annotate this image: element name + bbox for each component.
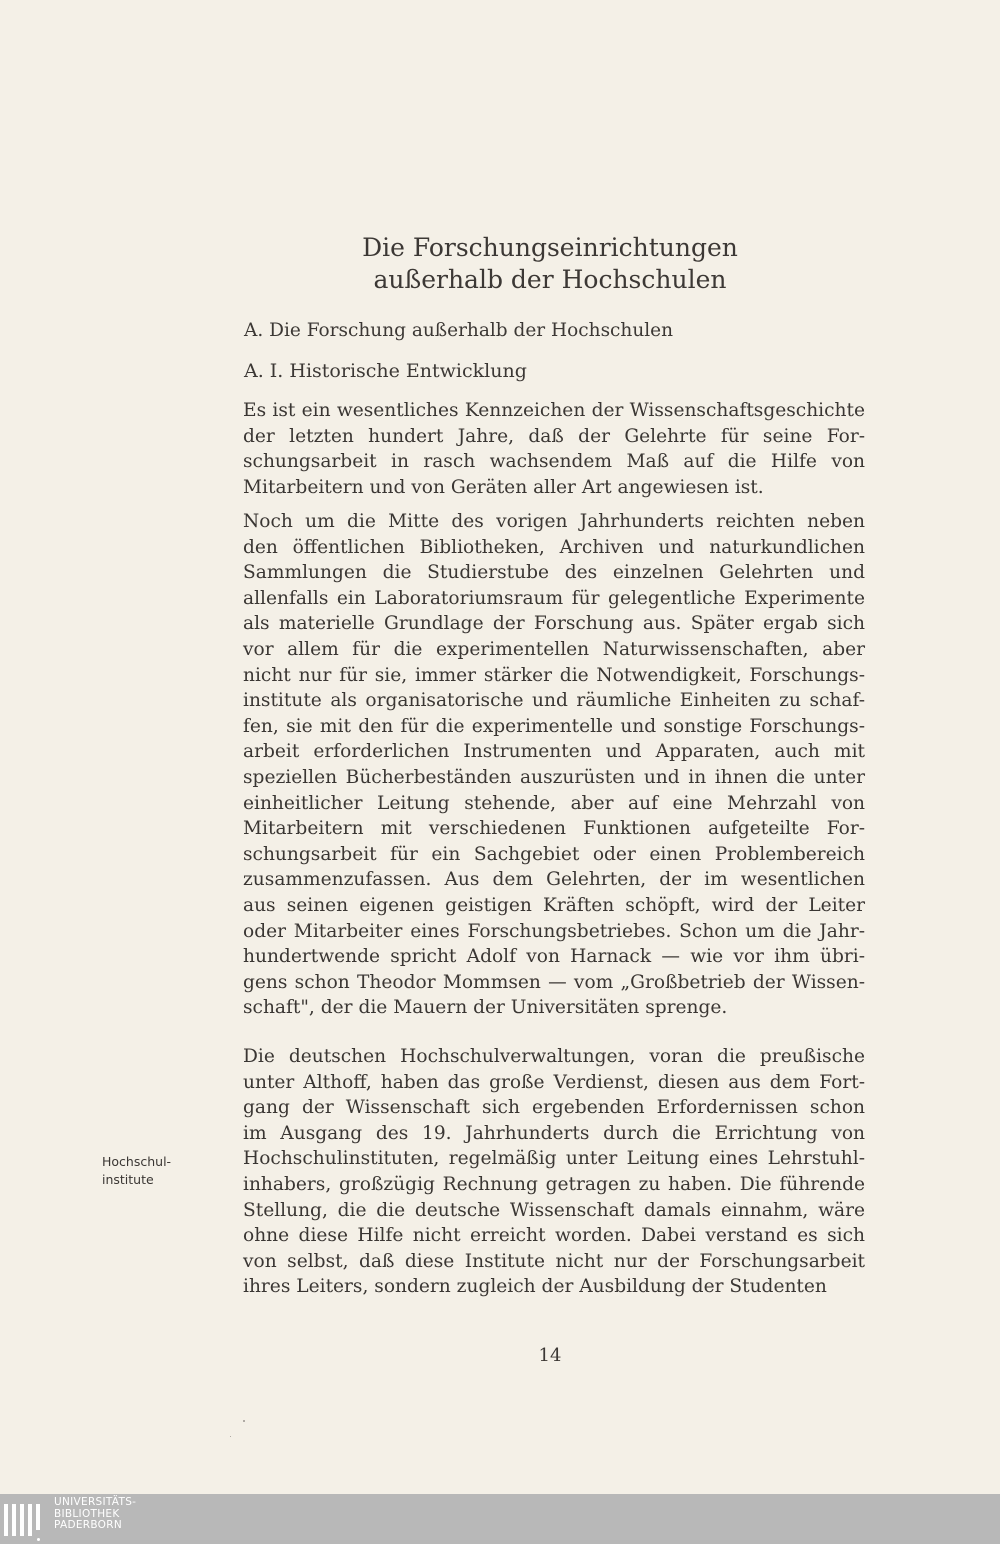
text-line: ohne diese Hilfe nicht erreicht worden. Dabei verstand es sich	[243, 1225, 865, 1247]
text-line: Hochschulinstituten, regelmäßig unter Leitung eines Lehrstuhl-	[243, 1148, 865, 1170]
margin-note	[102, 1153, 202, 1189]
text-line: der letzten hundert Jahre, daß der Gelehrte für seine For-	[243, 425, 865, 447]
library-footer-bar	[0, 1494, 1000, 1544]
text-line: Es ist ein wesentliches Kennzeichen der Wissenschaftsgeschichte	[243, 400, 865, 421]
text-line: im Ausgang des 19. Jahrhunderts durch die Errichtung von	[243, 1122, 865, 1144]
text-line: institute als organisatorische und räumliche Einheiten zu schaf-	[243, 690, 865, 712]
section-heading-a-i: A. I. Historische Entwicklung	[244, 360, 527, 382]
text-line: nicht nur für sie, immer stärker die Notwendigkeit, Forschungs-	[243, 664, 865, 686]
text-line: Noch um die Mitte des vorigen Jahrhunderts reichten neben	[243, 511, 865, 532]
text-line: schaft", der die Mauern der Universitäten sprenge.	[243, 997, 728, 1019]
paragraph-2	[243, 509, 865, 1021]
text-line: schungsarbeit in rasch wachsendem Maß auf die Hilfe von	[243, 451, 865, 473]
paragraph-3	[243, 1044, 865, 1300]
text-line: zusammenzufassen. Aus dem Gelehrten, der im wesentlichen	[243, 869, 865, 891]
library-name-line-2: BIBLIOTHEK	[54, 1507, 120, 1520]
text-line: gang der Wissenschaft sich ergebenden Erfordernissen schon	[243, 1097, 865, 1119]
library-name	[54, 1497, 136, 1532]
text-line: inhabers, großzügig Rechnung getragen zu haben. Die führende	[243, 1173, 865, 1195]
text-line: vor allem für die experimentellen Naturwissenschaften, aber	[243, 638, 865, 660]
scan-speck	[243, 1420, 245, 1422]
paragraph-1	[243, 398, 865, 500]
text-line: ihres Leiters, sondern zugleich der Ausbildung der Studenten	[243, 1276, 827, 1298]
text-line: schungsarbeit für ein Sachgebiet oder einen Problembereich	[243, 843, 865, 865]
text-line: den öffentlichen Bibliotheken, Archiven und naturkundlichen	[243, 536, 865, 558]
text-line: aus seinen eigenen geistigen Kräften schöpft, wird der Leiter	[243, 894, 865, 916]
text-line: von selbst, daß diese Institute nicht nur der Forschungsarbeit	[243, 1250, 865, 1272]
text-line: Mitarbeitern mit verschiedenen Funktionen aufgeteilte For-	[243, 818, 865, 840]
title-line-2: außerhalb der Hochschulen	[373, 265, 727, 294]
text-line: arbeit erforderlichen Instrumenten und Apparaten, auch mit	[243, 741, 865, 763]
margin-note-line-2: institute	[102, 1172, 154, 1187]
text-line: speziellen Bücherbeständen auszurüsten und in ihnen die unter	[243, 766, 865, 788]
margin-note-line-1: Hochschul-	[102, 1154, 172, 1169]
section-heading-a: A. Die Forschung außerhalb der Hochschulen	[244, 320, 674, 341]
text-line: oder Mitarbeiter eines Forschungsbetriebes. Schon um die Jahr-	[243, 920, 865, 942]
text-line: unter Althoff, haben das große Verdienst, diesen aus dem Fort-	[243, 1071, 865, 1093]
text-line: Sammlungen die Studierstube des einzelnen Gelehrten und	[243, 562, 865, 584]
title-line-1: Die Forschungseinrichtungen	[362, 233, 738, 262]
text-line: als materielle Grundlage der Forschung aus. Später ergab sich	[243, 613, 865, 635]
text-line: einheitlicher Leitung stehende, aber auf eine Mehrzahl von	[243, 792, 865, 814]
library-barcode-logo-icon	[2, 1498, 50, 1540]
text-line: allenfalls ein Laboratoriumsraum für gelegentliche Experimente	[243, 587, 865, 609]
library-name-line-1: UNIVERSITÄTS-	[54, 1496, 137, 1508]
text-line: fen, sie mit den für die experimentelle und sonstige Forschungs-	[243, 715, 865, 737]
text-line: hundertwende spricht Adolf von Harnack — wie vor ihm übri-	[243, 946, 865, 968]
text-line: gens schon Theodor Mommsen — vom „Großbetrieb der Wissen-	[243, 971, 865, 993]
text-line: Stellung, die die deutsche Wissenschaft damals einnahm, wäre	[243, 1199, 865, 1221]
text-line: Die deutschen Hochschulverwaltungen, voran die preußische	[243, 1046, 865, 1067]
scan-speck	[230, 1436, 231, 1437]
text-line: Mitarbeitern und von Geräten aller Art angewiesen ist.	[243, 476, 764, 498]
page-number: 14	[538, 1345, 562, 1366]
page-title	[300, 232, 800, 296]
library-name-line-3: PADERBORN	[54, 1519, 122, 1531]
